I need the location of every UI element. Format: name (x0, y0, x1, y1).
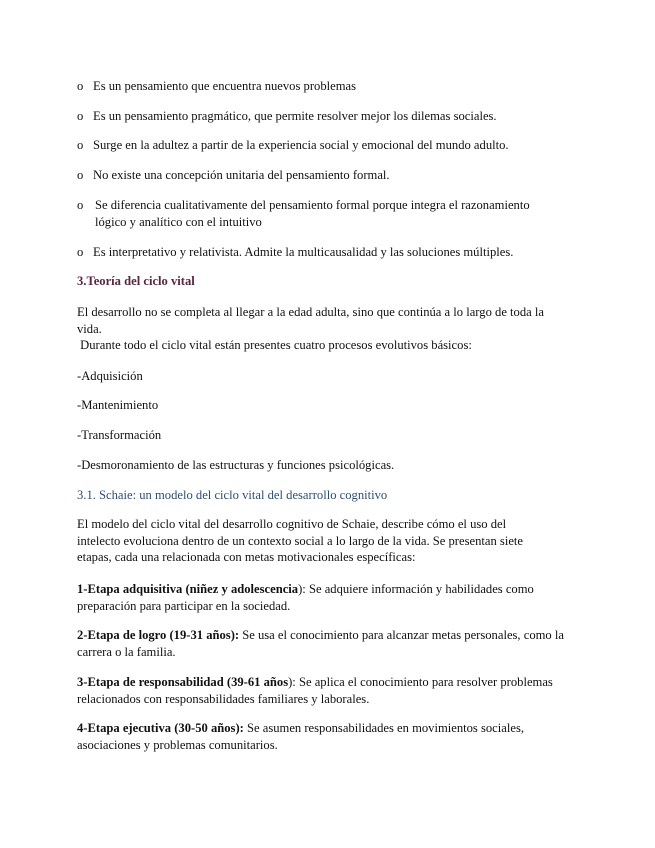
subsection-heading: 3.1. Schaie: un modelo del ciclo vital del desarrollo cognitivo (77, 488, 388, 502)
paragraph: El modelo del ciclo vital del desarrollo cognitivo de Schaie, describe cómo el uso del intelecto evoluciona dentro de un contexto social a lo largo de la vida. Se presentan siete etapas, cada una relacionada con metas motivacionales específicas: (77, 517, 523, 564)
bullet-marker: o (77, 79, 84, 93)
stage-text: ): Se adquiere información y habilidades como preparación para participar en la sociedad. (77, 582, 534, 613)
stage-label: 1-Etapa adquisitiva (niñez y adolescencia (77, 582, 299, 596)
bullet-text: Es un pensamiento pragmático, que permite resolver mejor los dilemas sociales. (93, 109, 497, 123)
process-item: -Desmoronamiento de las estructuras y funciones psicológicas. (77, 458, 395, 472)
bullet-item (77, 167, 557, 184)
process-item: -Adquisición (77, 369, 143, 383)
stage-paragraph (77, 720, 547, 753)
bullet-marker: o (77, 245, 84, 259)
bullet-marker: o (77, 138, 84, 152)
bullet-text: Se diferencia cualitativamente del pensamiento formal porque integra el razonamiento lógico y analítico con el intuitivo (95, 198, 530, 229)
bullet-marker: o (77, 109, 84, 123)
bullet-text: Es interpretativo y relativista. Admite la multicausalidad y las soluciones múltiples. (93, 245, 514, 259)
stage-text: Se asumen responsabilidades en movimientos sociales, asociaciones y problemas comunitarios. (77, 721, 524, 752)
stage-paragraph (77, 674, 567, 707)
section-heading: 3.Teoría del ciclo vital (77, 274, 195, 288)
bullet-item (77, 244, 557, 261)
bullet-item (77, 137, 557, 154)
bullet-item (77, 108, 557, 125)
paragraph: Durante todo el ciclo vital están presentes cuatro procesos evolutivos básicos: (77, 338, 472, 352)
paragraph: El desarrollo no se completa al llegar a la edad adulta, sino que continúa a lo largo de toda la vida. (77, 305, 544, 336)
stage-label: 2-Etapa de logro (19-31 años): (77, 628, 240, 642)
stage-paragraph (77, 627, 577, 660)
bullet-marker: o (77, 198, 84, 212)
bullet-item (77, 78, 557, 95)
process-item: -Transformación (77, 428, 162, 442)
bullet-text: Surge en la adultez a partir de la experiencia social y emocional del mundo adulto. (93, 138, 509, 152)
bullet-text: No existe una concepción unitaria del pensamiento formal. (93, 168, 390, 182)
bullet-marker: o (77, 168, 84, 182)
stage-text: ): Se aplica el conocimiento para resolver problemas relacionados con responsabilidades familiares y laborales. (77, 675, 553, 706)
stage-text: Se usa el conocimiento para alcanzar metas personales, como la carrera o la familia. (77, 628, 564, 659)
stage-label: 4-Etapa ejecutiva (30-50 años): (77, 721, 244, 735)
process-item: -Mantenimiento (77, 398, 159, 412)
stage-paragraph (77, 581, 542, 614)
bullet-text: Es un pensamiento que encuentra nuevos problemas (93, 79, 356, 93)
stage-label: 3-Etapa de responsabilidad (39-61 años (77, 675, 289, 689)
bullet-item (77, 197, 549, 230)
